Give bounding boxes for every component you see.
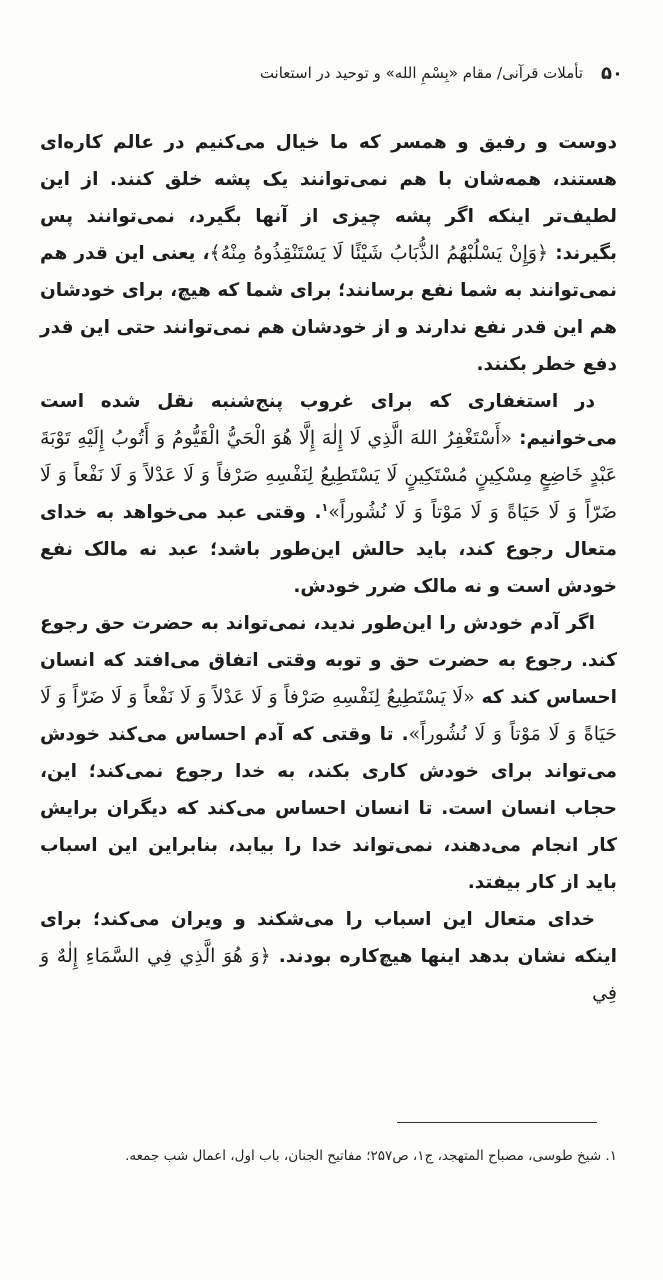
paragraph-1 (40, 124, 617, 383)
prayer-quote: «أَسْتَغْفِرُ اللهَ الَّذِي لَا إِلٰهَ إِلَّا هُوَ الْحَيُّ الْقَيُّومُ وَ أَتُوبُ إِلَيْهِ تَوْبَةَ عَبْدٍ خَاضِعٍ مِسْكِينٍ مُسْتَكِينٍ لَا يَسْتَطِيعُ لِنَفْسِهِ صَرْفاً وَ لَا عَدْلاً وَ لَا نَفْعاً وَ لَا ضَرّاً وَ لَا حَيَاةً وَ لَا مَوْتاً وَ لَا نُشُوراً» (40, 427, 617, 523)
footnote-divider (397, 1122, 597, 1123)
running-head-title: تأملات قرآنی/ مقام «بِسْمِ الله» و توحید در استعانت (259, 64, 584, 82)
paragraph-text: خدای متعال این اسباب را می‌شکند و ویران می‌کند؛ برای اینکه نشان بدهد اینها هیچ‌کاره بودند. (40, 909, 617, 967)
footnote-marker: ۱ (321, 500, 329, 514)
page-number: ۵۰ (601, 62, 623, 84)
paragraph-text: در استغفاری که برای غروب پنج‌شنبه نقل شده است می‌خوانیم: (40, 391, 617, 449)
quran-quote: ﴿وَإِنْ يَسْلُبْهُمُ الذُّبَابُ شَيْئًا لَا يَسْتَنْقِذُوهُ مِنْهُ﴾ (209, 242, 549, 264)
paragraph-4 (40, 901, 617, 1012)
paragraph-3 (40, 605, 617, 901)
paragraph-text: دوست و رفیق و همسر که ما خیال می‌کنیم در عالم کاره‌ای هستند، همه‌شان با هم نمی‌توانند یک پشه خلق کنند. از این لطیف‌تر اینکه اگر پشه چیزی از آنها بگیرد، نمی‌توانند پس بگیرند: (40, 132, 617, 264)
quran-quote: ﴿وَ هُوَ الَّذِي فِي السَّمَاءِ إِلٰهٌ وَ فِي (40, 945, 617, 1004)
paragraph-text: . تا وقتی که آدم احساس می‌کند خودش می‌تواند برای خودش کاری بکند، به خدا رجوع نمی‌کند؛ این، حجاب انسان است. تا انسان احساس می‌کند که دیگران برایش کار انجام می‌دهند، نمی‌تواند خدا را بیابد، بنابراین این اسباب باید از کار بیفتد. (40, 724, 617, 893)
footnote: ۱. شیخ طوسی، مصباح المتهجد، ج۱، ص۲۵۷؛ مفاتیح الجنان، باب اول، اعمال شب جمعه. (125, 1148, 617, 1164)
prayer-quote: «لَا يَسْتَطِيعُ لِنَفْسِهِ صَرْفاً وَ لَا عَدْلاً وَ لَا نَفْعاً وَ لَا ضَرّاً وَ لَا حَيَاةً وَ لَا مَوْتاً وَ لَا نُشُوراً» (40, 686, 617, 745)
body-text (40, 124, 617, 1012)
paragraph-text: ، یعنی این قدر هم نمی‌توانند به شما نفع برسانند؛ برای شما که هیچ، برای خودشان هم این قدر نفع ندارند و از خودشان هم نمی‌توانند حتی این قدر دفع خطر بکنند. (40, 243, 617, 375)
running-head (40, 58, 623, 88)
paragraph-2 (40, 383, 617, 605)
paragraph-text: . وقتی عبد می‌خواهد به خدای متعال رجوع کند، باید حالش این‌طور باشد؛ عبد نه مالک نفع خودش است و نه مالک ضرر خودش. (40, 502, 617, 597)
paragraph-text: اگر آدم خودش را این‌طور ندید، نمی‌تواند به حضرت حق رجوع کند. رجوع به حضرت حق و توبه وقتی اتفاق می‌افتد که انسان احساس کند که (40, 613, 617, 708)
